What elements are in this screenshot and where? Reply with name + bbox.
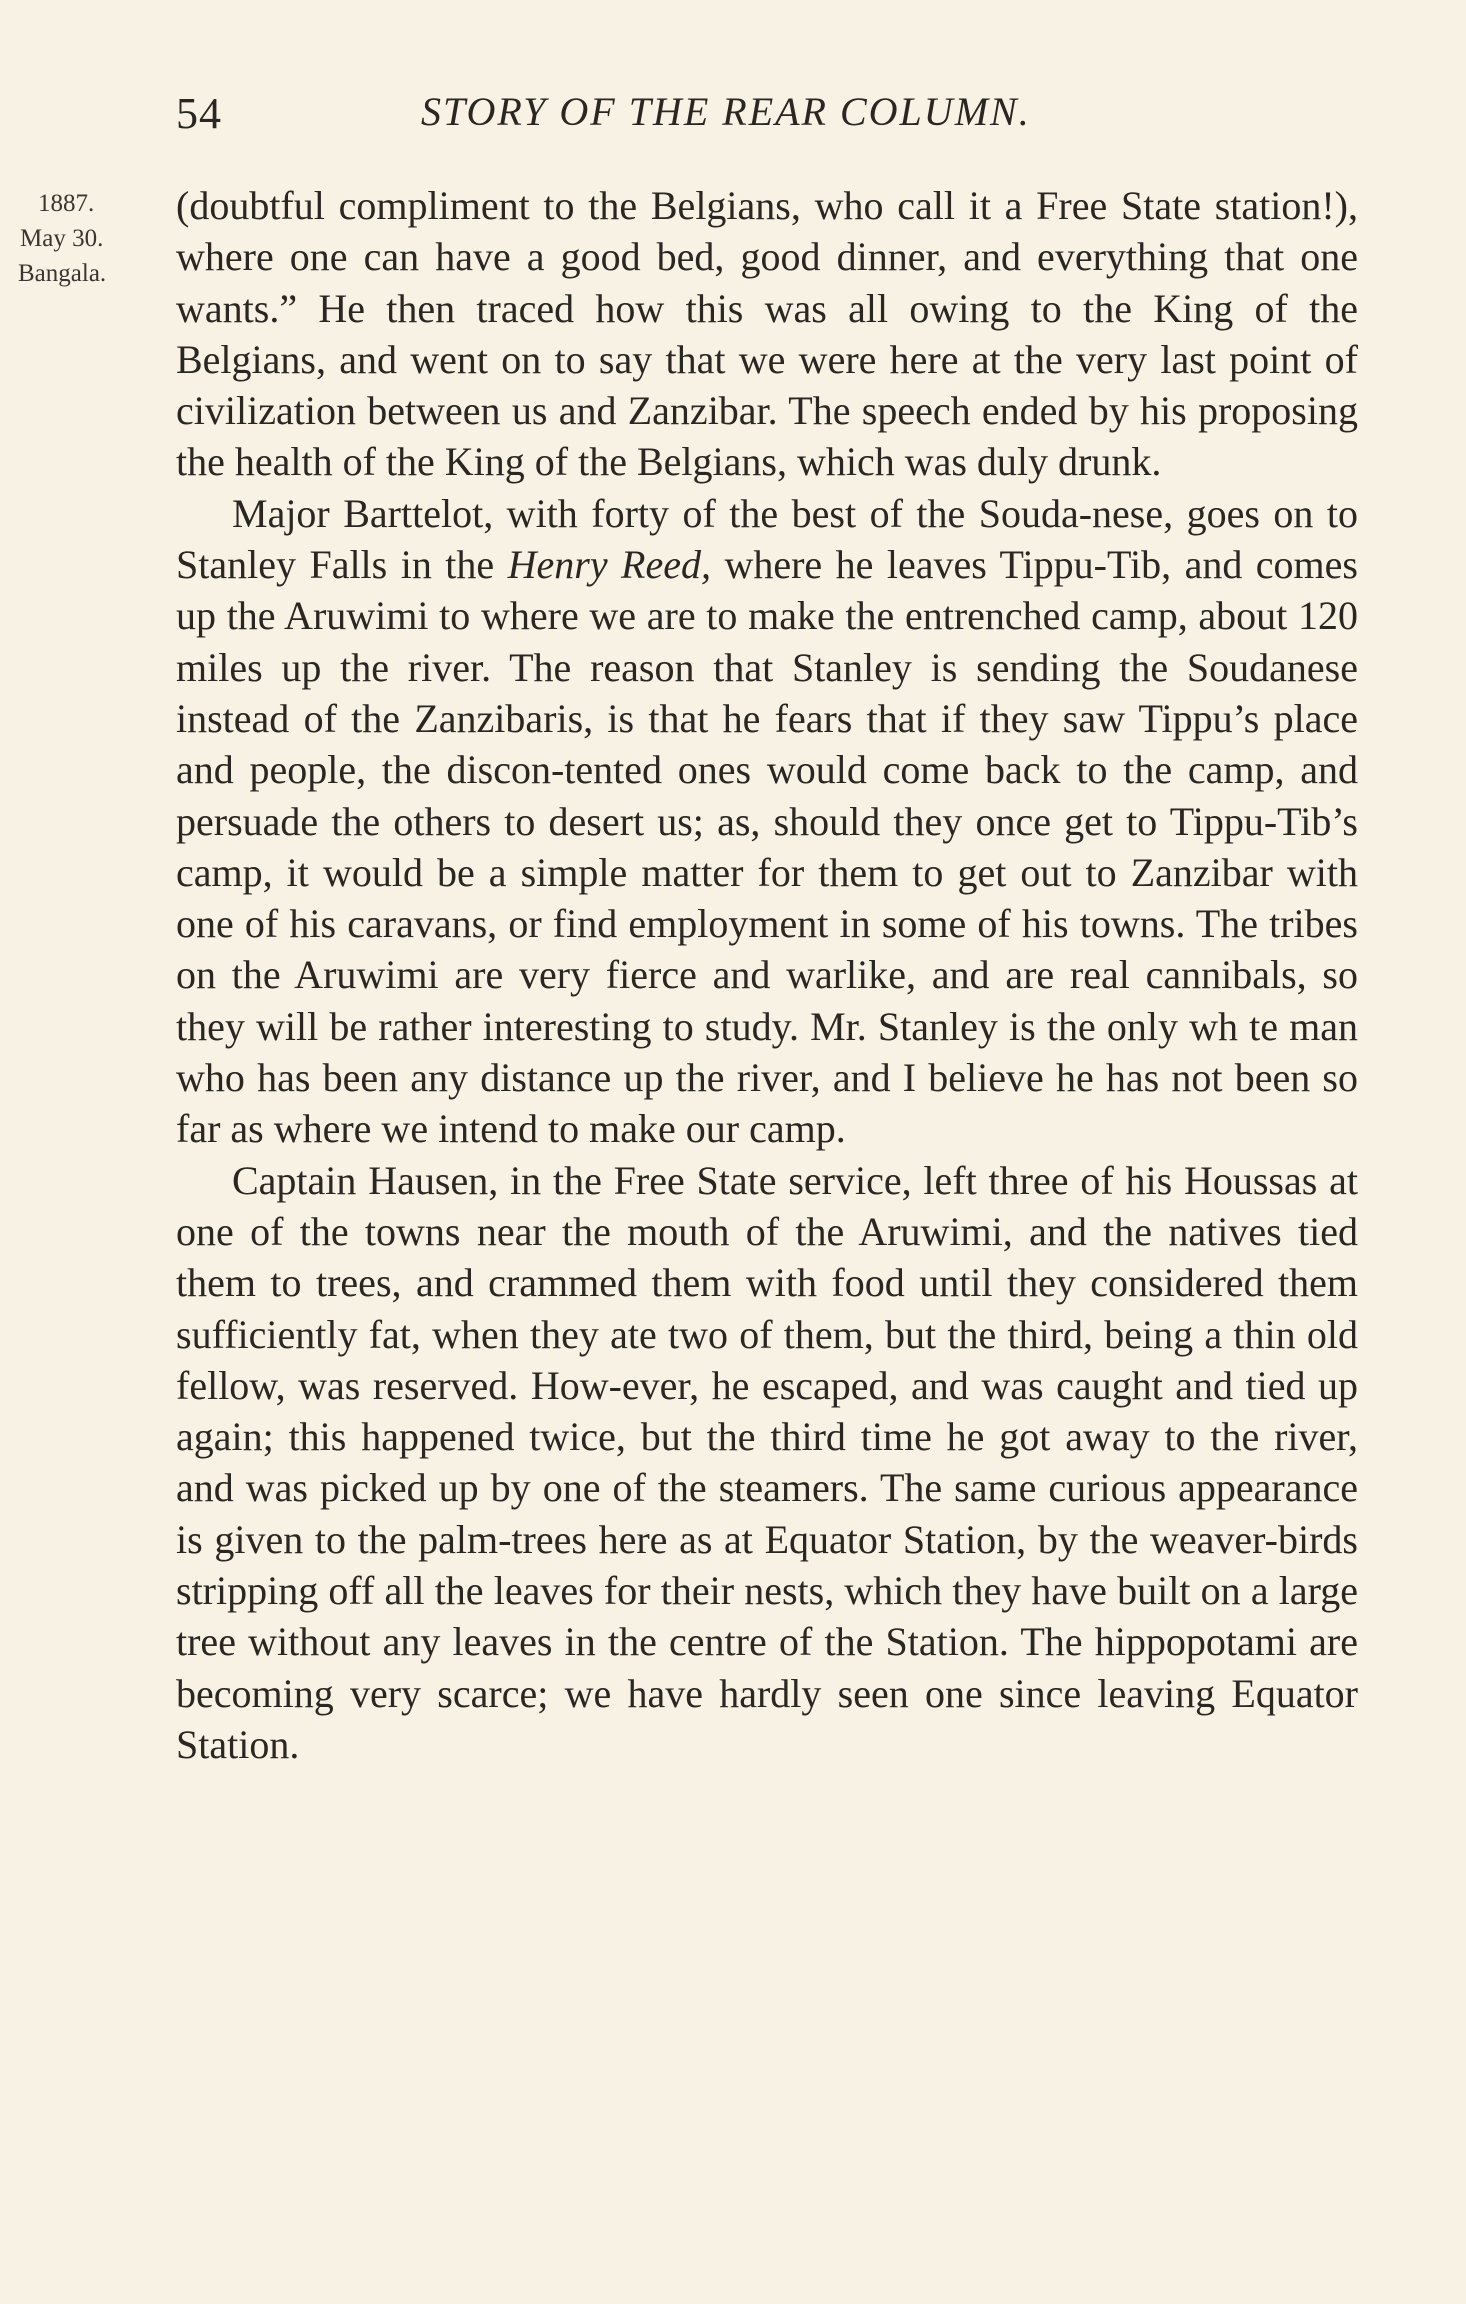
page-number: 54 [176,89,222,138]
paragraph-3: Captain Hausen, in the Free State service, left three of his Houssas at one of the towns near the mouth of the Aruwimi, and the natives tied them to trees, and crammed them with food until they considered them sufficiently fat, when they ate two of them, but the third, being a thin old fellow, was reserved. How-ever, he escaped, and was caught and tied up again; this happened twice, but the third time he got away to the river, and was picked up by one of the steamers. The same curious appearance is given to the palm-trees here as at Equator Station, by the weaver-birds stripping off all the leaves for their nests, which they have built on a large tree without any leaves in the centre of the Station. The hippopotami are becoming very scarce; we have hardly seen one since leaving Equator Station. [176,1157,1358,1767]
paragraph-2 [176,488,1358,1155]
steamer-name: Henry Reed, [507,542,711,588]
paragraph-2-after: where he leaves Tippu-Tib, and comes up the Aruwimi to where we are to make the entrenched camp, about 120 miles up the river. The reason that Stanley is sending the Soudanese instead of the Zanzibaris, is that he fears that if they saw Tippu’s place and people, the discon-tented ones would come back to the camp, and persuade the others to desert us; as, should they once get to Tippu-Tib’s camp, it would be a simple matter for them to get out to Zanzibar with one of his caravans, or find employment in some of his towns. The tribes on the Aruwimi are very fierce and warlike, and are real cannibals, so they will be rather interesting to study. Mr. Stanley is the only wh te man who has been any distance up the river, and I believe he has not been so far as where we intend to make our camp. [176,542,1358,1152]
margin-note-year: 1887. [38,190,95,217]
running-title: STORY OF THE REAR COLUMN. [421,89,1031,134]
body-text [176,180,1358,1770]
running-head [176,88,1368,148]
margin-note-date: May 30. [20,225,104,252]
paragraph-2-before: Major Barttelot, with forty of the best of the Souda-nese, goes on to Stanley Falls in the [176,490,1358,588]
paragraph-1: (doubtful compliment to the Belgians, who call it a Free State station!), where one can have a good bed, good dinner, and everything that one wants.” He then traced how this was all owing to the King of the Belgians, and went on to say that we were here at the very last point of civilization between us and Zanzibar. The speech ended by his proposing the health of the King of the Belgians, which was duly drunk. [176,183,1358,485]
margin-note [10,186,160,291]
margin-note-place: Bangala. [18,260,107,287]
